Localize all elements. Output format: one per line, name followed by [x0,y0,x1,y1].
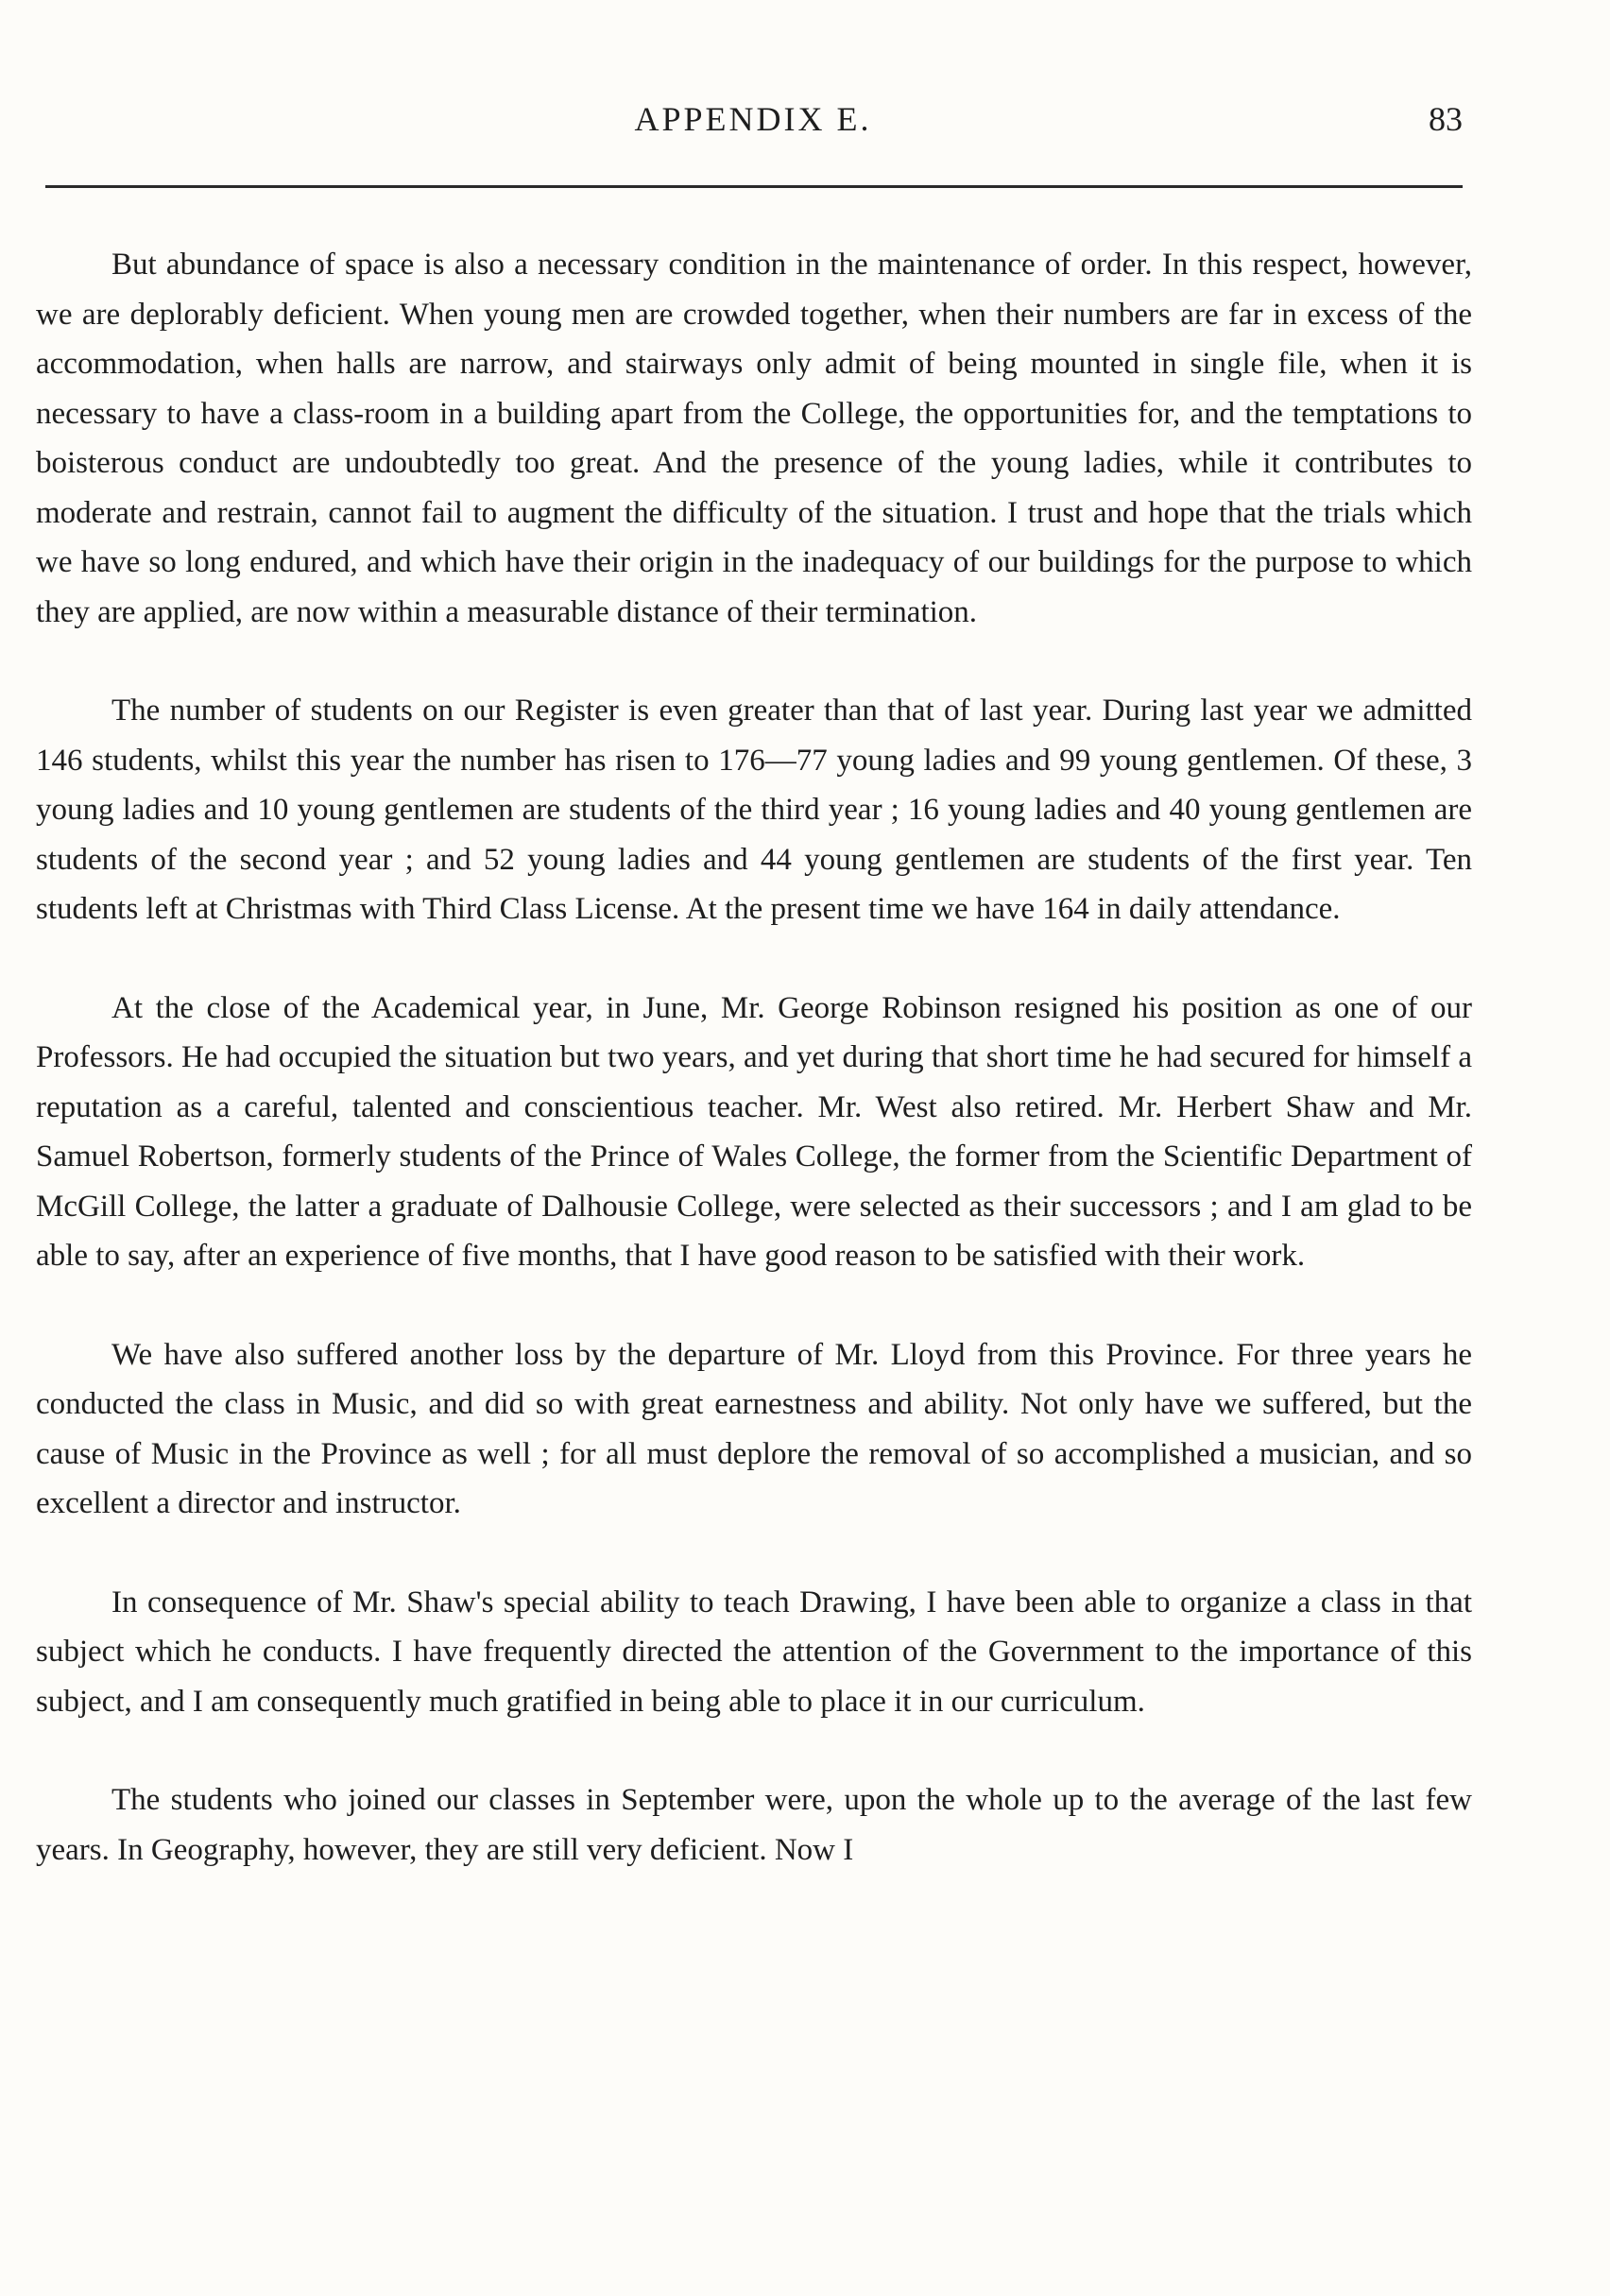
header-rule [45,185,1463,188]
page-number: 83 [1429,100,1463,138]
paragraph-music: We have also suffered another loss by the departure of Mr. Lloyd from this Province. For three years he conducted the class in Music, and did so with great earnestness and ability. Not only have we suffered, but the cause of Music in the Province as well ; for all must deplore the removal of so accomplished a musician, and so excellent a director and instructor. [36,1337,1472,1520]
paragraph-students: The number of students on our Register is even greater than that of last year. During last year we admitted 146 students, whilst this year the number has risen to 176—77 young ladies and 99 young gentlemen. Of these, 3 young ladies and 10 young gentlemen are students of the third year ; 16 young ladies and 40 young gentlemen are students of the second year ; and 52 young ladies and 44 young gentlemen are students of the first year. Ten students left at Christmas with Third Class License. At the present time we have 164 in daily attendance. [36,694,1472,926]
paragraph-geography: The students who joined our classes in September were, upon the whole up to the average of the last few years. In Geography, however, they are still very deficient. Now I [36,1783,1472,1867]
paragraph-drawing: In consequence of Mr. Shaw's special ability to teach Drawing, I have been able to organize a class in that subject which he conducts. I have frequently directed the attention of the Government to the importance of this subject, and I am consequently much gratified in being able to place it in our curriculum. [36,1585,1472,1719]
body-text [36,240,1472,1924]
page-header [43,91,1463,147]
paragraph-space: But abundance of space is also a necessary condition in the maintenance of order. In this respect, however, we are deplorably deficient. When young men are crowded together, when their numbers are far in excess of the accommodation, when halls are narrow, and stairways only admit of being mounted in single file, when it is necessary to have a class-room in a building apart from the College, the opportunities for, and the temptations to boisterous conduct are undoubtedly too great. And the presence of the young ladies, while it contributes to moderate and restrain, cannot fail to augment the difficulty of the situation. I trust and hope that the trials which we have so long endured, and which have their origin in the inadequacy of our buildings for the purpose to which they are applied, are now within a measurable distance of their termination. [36,248,1472,629]
paragraph-professors: At the close of the Academical year, in June, Mr. George Robinson resigned his position as one of our Professors. He had occupied the situation but two years, and yet during that short time he had secured for himself a reputation as a careful, talented and conscientious teacher. Mr. West also retired. Mr. Herbert Shaw and Mr. Samuel Robertson, formerly students of the Prince of Wales College, the former from the Scientific Department of McGill College, the latter a graduate of Dalhousie College, were selected as their successors ; and I am glad to be able to say, after an experience of five months, that I have good reason to be satisfied with their work. [36,990,1472,1273]
running-head: APPENDIX E. [634,100,872,138]
